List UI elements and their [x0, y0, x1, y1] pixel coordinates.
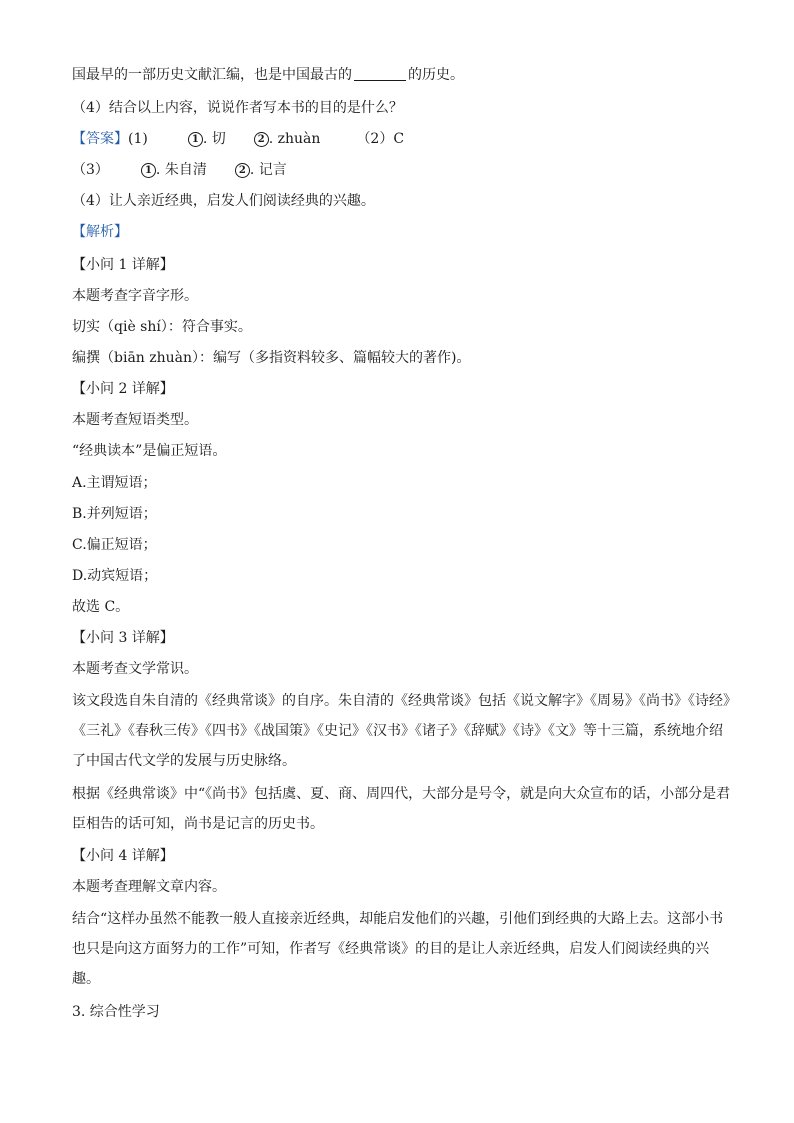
- section-heading: 【小问 3 详解】: [72, 630, 174, 646]
- text-line: 故选 C。: [72, 599, 130, 615]
- text: （3）: [72, 162, 109, 178]
- section-heading: 【小问 1 详解】: [72, 257, 174, 273]
- answer-line-3: [72, 161, 734, 179]
- text: . zhuàn: [268, 131, 321, 147]
- paragraph: 该文段选自朱自清的《经典常谈》的自序。朱自清的《经典常谈》包括《说文解字》《周易》《尚书》《诗经》《三礼》《春秋三传》《四书》《战国策》《史记》《汉书》《诸子》《辞赋》《诗》《文》等十三篇，系统地介绍了中国古代文学的发展与历史脉络。: [72, 693, 730, 769]
- fill-blank: [354, 66, 406, 81]
- text-line: 本题考查字音字形。: [72, 288, 198, 304]
- circled-number: 2: [254, 132, 269, 147]
- option-d: D.动宾短语；: [72, 568, 158, 584]
- text: . 切: [202, 131, 226, 147]
- option-c: C.偏正短语；: [72, 537, 157, 553]
- text-line: 本题考查短语类型。: [72, 412, 198, 428]
- text: . 朱自清: [155, 162, 207, 178]
- text-line: 本题考查文学常识。: [72, 661, 198, 677]
- option-a: A.主谓短语；: [72, 475, 157, 491]
- text-line: [72, 66, 734, 84]
- option-b: B.并列短语；: [72, 506, 157, 522]
- paragraph: 结合“这样办虽然不能教一般人直接亲近经典，却能启发他们的兴趣，引他们到经典的大路上去。这部小书也只是向这方面努力的工作”可知，作者写《经典常谈》的目的是让人亲近经典，启发人们阅读经典的兴趣。: [72, 911, 724, 987]
- text: . 记言: [249, 162, 287, 178]
- answer-line-4: （4）让人亲近经典，启发人们阅读经典的兴趣。: [72, 193, 375, 209]
- analysis-tag: 【解析】: [72, 224, 128, 240]
- circled-number: 2: [235, 163, 250, 178]
- section-heading: 【小问 2 详解】: [72, 381, 174, 397]
- question-4: （4）结合以上内容，说说作者写本书的目的是什么？: [72, 100, 403, 116]
- section-heading: 【小问 4 详解】: [72, 848, 174, 864]
- circled-number: 1: [188, 132, 203, 147]
- circled-number: 1: [141, 163, 156, 178]
- text-line: 编撰（biān zhuàn）：编写（多指资料较多、篇幅较大的著作)。: [72, 350, 471, 366]
- text: 的历史。: [408, 67, 464, 83]
- text-line: 切实（qiè shí）：符合事实。: [72, 319, 252, 335]
- text-line: “经典读本”是偏正短语。: [72, 443, 227, 459]
- text-line: 本题考查理解文章内容。: [72, 879, 226, 895]
- section-title: 3. 综合性学习: [72, 1004, 160, 1020]
- answer-tag: 【答案】: [72, 131, 128, 147]
- text: （2）C: [356, 131, 405, 147]
- answer-line-1: [72, 130, 734, 148]
- paragraph: 根据《经典常谈》中“《尚书》包括虞、夏、商、周四代，大部分是号令，就是向大众宣布的话，小部分是君臣相告的话可知，尚书是记言的历史书。: [72, 786, 731, 832]
- text: 国最早的一部历史文献汇编，也是中国最古的: [72, 67, 352, 83]
- text: (1): [128, 131, 148, 147]
